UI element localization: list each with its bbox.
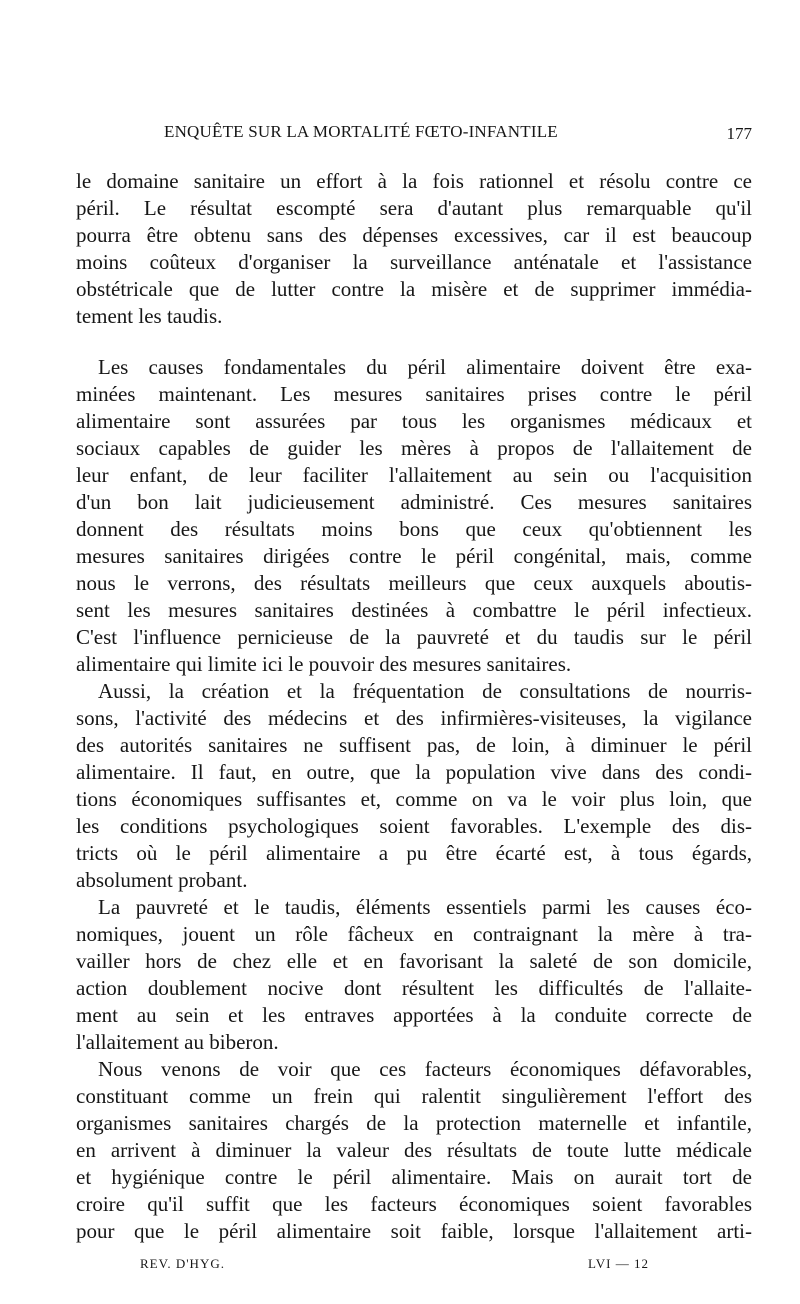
- text-line: ment au sein et les entraves apportées à la conduite correcte de: [76, 1003, 752, 1027]
- text-line: action doublement nocive dont résultent les difficultés de l'allaite-: [76, 976, 752, 1000]
- text-line: obstétricale que de lutter contre la misère et de supprimer immédia-: [76, 277, 752, 301]
- text-line: Les causes fondamentales du péril alimentaire doivent être exa-: [98, 355, 752, 379]
- journal-abbreviation: REV. D'HYG.: [140, 1256, 225, 1271]
- text-line: l'allaitement au biberon.: [76, 1030, 279, 1054]
- text-line: des autorités sanitaires ne suffisent pas, de loin, à diminuer le péril: [76, 733, 752, 757]
- text-line: tricts où le péril alimentaire a pu être écarté est, à tous égards,: [76, 841, 752, 865]
- text-line: donnent des résultats moins bons que ceux qu'obtiennent les: [76, 517, 752, 541]
- text-line: le domaine sanitaire un effort à la fois rationnel et résolu contre ce: [76, 169, 752, 193]
- text-line: moins coûteux d'organiser la surveillance anténatale et l'assistance: [76, 250, 752, 274]
- text-line: tions économiques suffisantes et, comme on va le voir plus loin, que: [76, 787, 752, 811]
- text-line: leur enfant, de leur faciliter l'allaitement au sein ou l'acquisition: [76, 463, 752, 487]
- page-footer: [76, 1256, 752, 1280]
- text-line: croire qu'il suffit que les facteurs économiques soient favorables: [76, 1192, 752, 1216]
- text-line: en arrivent à diminuer la valeur des résultats de toute lutte médicale: [76, 1138, 752, 1162]
- text-line: C'est l'influence pernicieuse de la pauvreté et du taudis sur le péril: [76, 625, 752, 649]
- page-number: 177: [726, 124, 752, 143]
- running-header: [76, 122, 752, 148]
- text-line: pourra être obtenu sans des dépenses excessives, car il est beaucoup: [76, 223, 752, 247]
- paragraph-gap: [76, 330, 752, 354]
- paragraph-1: [76, 168, 752, 330]
- text-line: péril. Le résultat escompté sera d'autant plus remarquable qu'il: [76, 196, 752, 220]
- text-line: tement les taudis.: [76, 304, 223, 328]
- paragraph-3: [76, 678, 752, 894]
- text-line: Nous venons de voir que ces facteurs économiques défavorables,: [98, 1057, 752, 1081]
- text-line: minées maintenant. Les mesures sanitaires prises contre le péril: [76, 382, 752, 406]
- paragraph-2: [76, 354, 752, 678]
- signature-mark: LVI — 12: [588, 1256, 649, 1271]
- text-line: sent les mesures sanitaires destinées à combattre le péril infectieux.: [76, 598, 752, 622]
- paragraph-4: [76, 894, 752, 1056]
- text-line: alimentaire. Il faut, en outre, que la population vive dans des condi-: [76, 760, 752, 784]
- text-line: pour que le péril alimentaire soit faible, lorsque l'allaitement arti-: [76, 1219, 752, 1243]
- text-line: d'un bon lait judicieusement administré. Ces mesures sanitaires: [76, 490, 752, 514]
- text-line: alimentaire qui limite ici le pouvoir des mesures sanitaires.: [76, 652, 572, 676]
- text-line: les conditions psychologiques soient favorables. L'exemple des dis-: [76, 814, 752, 838]
- text-line: constituant comme un frein qui ralentit singulièrement l'effort des: [76, 1084, 752, 1108]
- text-line: nous le verrons, des résultats meilleurs que ceux auxquels aboutis-: [76, 571, 752, 595]
- text-line: nomiques, jouent un rôle fâcheux en contraignant la mère à tra-: [76, 922, 752, 946]
- text-line: alimentaire sont assurées par tous les organismes médicaux et: [76, 409, 752, 433]
- text-line: organismes sanitaires chargés de la protection maternelle et infantile,: [76, 1111, 752, 1135]
- paragraph-5: [76, 1056, 752, 1245]
- body-text: [76, 168, 752, 1245]
- text-line: sociaux capables de guider les mères à propos de l'allaitement de: [76, 436, 752, 460]
- text-line: La pauvreté et le taudis, éléments essentiels parmi les causes éco-: [98, 895, 752, 919]
- text-line: Aussi, la création et la fréquentation de consultations de nourris-: [98, 679, 752, 703]
- text-line: sons, l'activité des médecins et des infirmières-visiteuses, la vigilance: [76, 706, 752, 730]
- text-line: vailler hors de chez elle et en favorisant la saleté de son domicile,: [76, 949, 752, 973]
- text-line: mesures sanitaires dirigées contre le péril congénital, mais, comme: [76, 544, 752, 568]
- running-title: ENQUÊTE SUR LA MORTALITÉ FŒTO-INFANTILE: [164, 122, 558, 141]
- text-line: absolument probant.: [76, 868, 248, 892]
- text-line: et hygiénique contre le péril alimentaire. Mais on aurait tort de: [76, 1165, 752, 1189]
